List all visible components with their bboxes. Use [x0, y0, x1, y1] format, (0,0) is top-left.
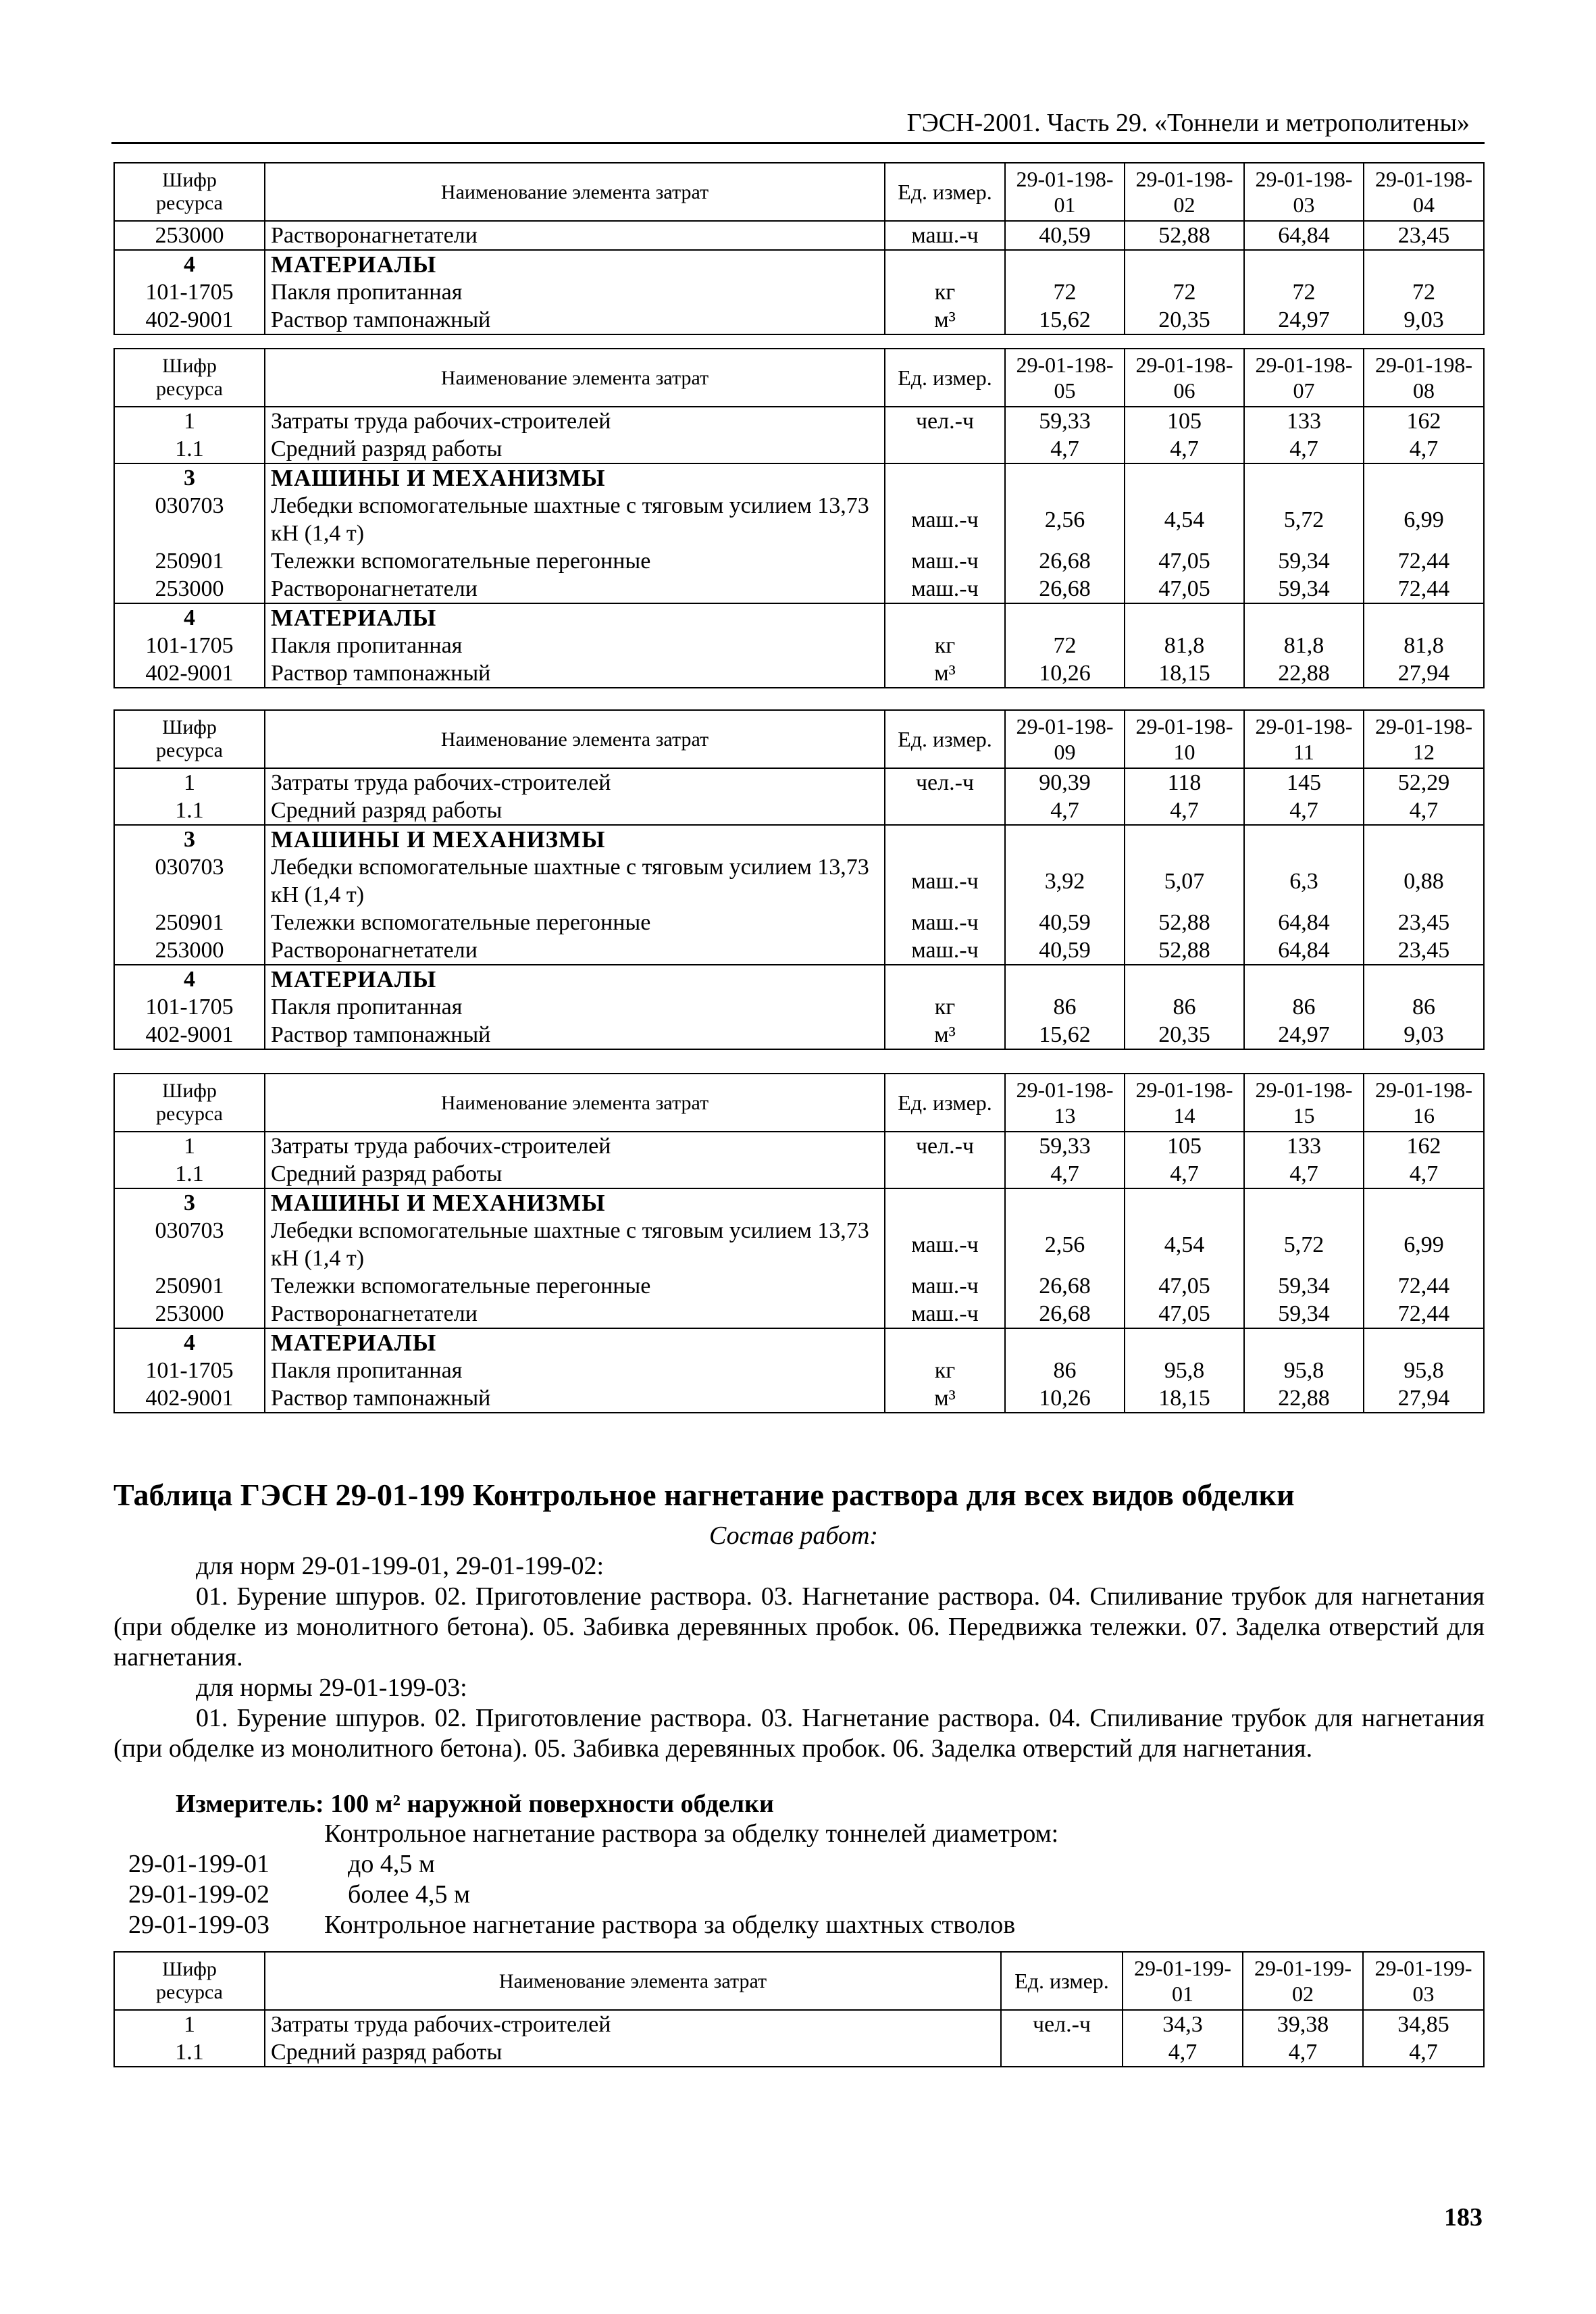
resource-value: 72	[1005, 632, 1125, 659]
header-norm-code: 29-01-198-12	[1364, 710, 1484, 768]
norm-item-code: 29-01-199-02	[128, 1880, 269, 1909]
table-row	[114, 407, 1484, 435]
resource-value: 20,35	[1125, 306, 1244, 334]
table-row	[114, 1328, 1484, 1357]
resource-value: 4,7	[1364, 435, 1484, 463]
resource-name: Затраты труда рабочих-строителей	[265, 2010, 1001, 2038]
table-header-row	[114, 349, 1484, 407]
resource-code: 253000	[114, 575, 265, 603]
resource-value: 22,88	[1244, 1384, 1364, 1413]
norm-item-text: Контрольное нагнетание раствора за обделку шахтных стволов	[324, 1911, 1016, 1939]
table-row	[114, 1357, 1484, 1384]
resource-value: 4,7	[1364, 1160, 1484, 1188]
table-row	[114, 575, 1484, 603]
header-code: Шифр ресурса	[114, 349, 265, 407]
header-norm-code: 29-01-198-15	[1244, 1074, 1364, 1132]
header-norm-code: 29-01-198-14	[1125, 1074, 1244, 1132]
header-norm-code: 29-01-198-16	[1364, 1074, 1484, 1132]
resource-unit: маш.-ч	[885, 909, 1005, 936]
header-code: Шифр ресурса	[114, 710, 265, 768]
header-unit: Ед. измер.	[1001, 1952, 1123, 2010]
resource-value: 47,05	[1125, 1272, 1244, 1300]
resource-value: 47,05	[1125, 547, 1244, 575]
resource-value: 27,94	[1364, 1384, 1484, 1413]
header-unit: Ед. измер.	[885, 349, 1005, 407]
resource-value: 40,59	[1005, 221, 1125, 250]
table-row	[114, 1272, 1484, 1300]
resource-value: 2,56	[1005, 492, 1125, 547]
table-row	[114, 1021, 1484, 1049]
resource-unit	[885, 797, 1005, 825]
resource-value: 9,03	[1364, 306, 1484, 334]
resource-value: 47,05	[1125, 575, 1244, 603]
resource-name: Средний разряд работы	[265, 2038, 1001, 2067]
header-name: Наименование элемента затрат	[265, 163, 885, 221]
resource-value: 4,7	[1363, 2038, 1484, 2067]
resource-unit: маш.-ч	[885, 936, 1005, 965]
resource-code: 3	[114, 463, 265, 492]
norm-table-198-01-04	[113, 162, 1485, 335]
header-norm-code: 29-01-198-11	[1244, 710, 1364, 768]
section-heading: МАШИНЫ И МЕХАНИЗМЫ	[265, 463, 885, 492]
resource-name: Раствор тампонажный	[265, 306, 885, 334]
resource-code: 250901	[114, 1272, 265, 1300]
table-row	[114, 2010, 1484, 2038]
resource-value: 133	[1244, 1132, 1364, 1160]
resource-name: Тележки вспомогательные перегонные	[265, 1272, 885, 1300]
resource-code: 253000	[114, 936, 265, 965]
resource-value: 86	[1005, 993, 1125, 1021]
resource-value: 81,8	[1125, 632, 1244, 659]
resource-value: 162	[1364, 1132, 1484, 1160]
resource-value: 26,68	[1005, 575, 1125, 603]
resource-unit: маш.-ч	[885, 492, 1005, 547]
resource-value: 10,26	[1005, 659, 1125, 688]
resource-value: 59,33	[1005, 1132, 1125, 1160]
norms-2-text: 01. Бурение шпуров. 02. Приготовление раствора. 03. Нагнетание раствора. 04. Спиливание трубок для нагнетания (при обделке из монолитного бетона). 05. Забивка деревянных пробок. 06. Заделка отверстий для нагнетания.	[113, 1704, 1485, 1763]
resource-name: Пакля пропитанная	[265, 1357, 885, 1384]
resource-unit: маш.-ч	[885, 853, 1005, 909]
header-rule	[111, 142, 1485, 144]
resource-value: 4,7	[1125, 1160, 1244, 1188]
resource-code: 402-9001	[114, 1384, 265, 1413]
table-row	[114, 797, 1484, 825]
header-norm-code: 29-01-198-07	[1244, 349, 1364, 407]
resource-unit: кг	[885, 1357, 1005, 1384]
resource-value: 4,7	[1125, 435, 1244, 463]
resource-code: 030703	[114, 1217, 265, 1272]
resource-unit: маш.-ч	[885, 1300, 1005, 1328]
header-name: Наименование элемента затрат	[265, 1952, 1001, 2010]
norm-subtitle: Контрольное нагнетание раствора за обделку тоннелей диаметром:	[324, 1819, 1059, 1848]
resource-value: 4,7	[1244, 1160, 1364, 1188]
resource-value: 86	[1244, 993, 1364, 1021]
norm-table-198-13-16	[113, 1073, 1485, 1413]
norm-item-text: до 4,5 м	[348, 1850, 435, 1878]
resource-unit	[885, 1160, 1005, 1188]
section-heading: МАТЕРИАЛЫ	[265, 603, 885, 632]
resource-value: 4,7	[1005, 435, 1125, 463]
resource-value: 81,8	[1244, 632, 1364, 659]
resource-name: Пакля пропитанная	[265, 993, 885, 1021]
section-heading: МАШИНЫ И МЕХАНИЗМЫ	[265, 1188, 885, 1217]
resource-code: 4	[114, 603, 265, 632]
resource-unit: маш.-ч	[885, 221, 1005, 250]
resource-value: 27,94	[1364, 659, 1484, 688]
resource-value: 72	[1125, 278, 1244, 306]
resource-code: 1	[114, 1132, 265, 1160]
resource-value: 72	[1244, 278, 1364, 306]
resource-value: 86	[1364, 993, 1484, 1021]
table-row	[114, 221, 1484, 250]
table-row	[114, 492, 1484, 547]
table-row	[114, 936, 1484, 965]
norm-item-code: 29-01-199-03	[128, 1911, 269, 1939]
header-name: Наименование элемента затрат	[265, 349, 885, 407]
resource-unit: маш.-ч	[885, 1217, 1005, 1272]
header-name: Наименование элемента затрат	[265, 710, 885, 768]
header-norm-code: 29-01-199-03	[1363, 1952, 1484, 2010]
section-heading: МАТЕРИАЛЫ	[265, 250, 885, 278]
resource-unit: кг	[885, 632, 1005, 659]
norm-item-text: более 4,5 м	[348, 1880, 471, 1909]
table-row	[114, 1160, 1484, 1188]
resource-value: 22,88	[1244, 659, 1364, 688]
header-unit: Ед. измер.	[885, 710, 1005, 768]
resource-value: 72,44	[1364, 1272, 1484, 1300]
section-heading: МАТЕРИАЛЫ	[265, 965, 885, 993]
resource-value: 4,7	[1123, 2038, 1243, 2067]
resource-code: 1	[114, 407, 265, 435]
resource-value: 40,59	[1005, 936, 1125, 965]
resource-value: 86	[1005, 1357, 1125, 1384]
resource-value: 23,45	[1364, 221, 1484, 250]
resource-value: 34,85	[1363, 2010, 1484, 2038]
page-number: 183	[1444, 2203, 1483, 2232]
resource-value: 64,84	[1244, 221, 1364, 250]
resource-code: 030703	[114, 853, 265, 909]
resource-code: 101-1705	[114, 993, 265, 1021]
resource-value: 90,39	[1005, 768, 1125, 797]
resource-value: 72,44	[1364, 547, 1484, 575]
resource-code: 1	[114, 768, 265, 797]
resource-value: 64,84	[1244, 909, 1364, 936]
resource-value: 18,15	[1125, 1384, 1244, 1413]
resource-value: 59,34	[1244, 1272, 1364, 1300]
resource-name: Растворонагнетатели	[265, 936, 885, 965]
resource-value: 59,33	[1005, 407, 1125, 435]
table-header-row	[114, 1952, 1484, 2010]
resource-code: 1.1	[114, 2038, 265, 2067]
resource-unit: кг	[885, 993, 1005, 1021]
table-row	[114, 435, 1484, 463]
table-header-row	[114, 710, 1484, 768]
resource-value: 59,34	[1244, 1300, 1364, 1328]
resource-value: 0,88	[1364, 853, 1484, 909]
resource-code: 250901	[114, 909, 265, 936]
resource-value: 4,54	[1125, 492, 1244, 547]
resource-code: 402-9001	[114, 306, 265, 334]
resource-value: 47,05	[1125, 1300, 1244, 1328]
resource-value: 4,7	[1243, 2038, 1363, 2067]
resource-value: 23,45	[1364, 936, 1484, 965]
resource-name: Пакля пропитанная	[265, 632, 885, 659]
section-heading: МАШИНЫ И МЕХАНИЗМЫ	[265, 825, 885, 853]
table-row	[114, 632, 1484, 659]
table-row	[114, 853, 1484, 909]
resource-value: 59,34	[1244, 575, 1364, 603]
table-row	[114, 463, 1484, 492]
resource-name: Растворонагнетатели	[265, 575, 885, 603]
table-row	[114, 1217, 1484, 1272]
resource-value: 4,7	[1244, 797, 1364, 825]
header-norm-code: 29-01-198-03	[1244, 163, 1364, 221]
resource-unit: чел.-ч	[885, 1132, 1005, 1160]
resource-value: 72	[1005, 278, 1125, 306]
resource-code: 101-1705	[114, 1357, 265, 1384]
resource-value: 5,72	[1244, 1217, 1364, 1272]
header-norm-code: 29-01-199-02	[1243, 1952, 1363, 2010]
resource-unit: м³	[885, 306, 1005, 334]
resource-value: 118	[1125, 768, 1244, 797]
header-norm-code: 29-01-198-05	[1005, 349, 1125, 407]
table-row	[114, 547, 1484, 575]
resource-value: 5,07	[1125, 853, 1244, 909]
header-norm-code: 29-01-198-04	[1364, 163, 1484, 221]
resource-unit: чел.-ч	[885, 407, 1005, 435]
resource-value: 9,03	[1364, 1021, 1484, 1049]
resource-value: 72	[1364, 278, 1484, 306]
resource-name: Растворонагнетатели	[265, 221, 885, 250]
header-norm-code: 29-01-198-08	[1364, 349, 1484, 407]
section-title: Таблица ГЭСН 29-01-199 Контрольное нагнетание раствора для всех видов обделки	[113, 1478, 1295, 1512]
resource-value: 81,8	[1364, 632, 1484, 659]
resource-value: 26,68	[1005, 1300, 1125, 1328]
resource-unit: м³	[885, 1021, 1005, 1049]
resource-value: 10,26	[1005, 1384, 1125, 1413]
resource-name: Раствор тампонажный	[265, 1384, 885, 1413]
resource-value: 95,8	[1244, 1357, 1364, 1384]
resource-code: 4	[114, 250, 265, 278]
resource-name: Средний разряд работы	[265, 797, 885, 825]
norm-table-198-05-08	[113, 348, 1485, 688]
resource-value: 34,3	[1123, 2010, 1243, 2038]
header-norm-code: 29-01-198-09	[1005, 710, 1125, 768]
table-row	[114, 306, 1484, 334]
resource-code: 3	[114, 825, 265, 853]
table-row	[114, 1188, 1484, 1217]
resource-code: 4	[114, 965, 265, 993]
table-row	[114, 768, 1484, 797]
resource-name: Тележки вспомогательные перегонные	[265, 909, 885, 936]
header-norm-code: 29-01-198-10	[1125, 710, 1244, 768]
resource-name: Тележки вспомогательные перегонные	[265, 547, 885, 575]
table-row	[114, 659, 1484, 688]
resource-value: 145	[1244, 768, 1364, 797]
table-row	[114, 2038, 1484, 2067]
resource-unit	[885, 435, 1005, 463]
resource-name: Раствор тампонажный	[265, 1021, 885, 1049]
resource-name: Средний разряд работы	[265, 1160, 885, 1188]
header-name: Наименование элемента затрат	[265, 1074, 885, 1132]
resource-value: 72,44	[1364, 575, 1484, 603]
resource-name: Растворонагнетатели	[265, 1300, 885, 1328]
table-row	[114, 965, 1484, 993]
header-norm-code: 29-01-198-13	[1005, 1074, 1125, 1132]
table-row	[114, 1132, 1484, 1160]
resource-value: 26,68	[1005, 1272, 1125, 1300]
header-norm-code: 29-01-199-01	[1123, 1952, 1243, 2010]
resource-unit: маш.-ч	[885, 1272, 1005, 1300]
resource-name: Средний разряд работы	[265, 435, 885, 463]
resource-value: 59,34	[1244, 547, 1364, 575]
resource-unit: чел.-ч	[885, 768, 1005, 797]
resource-code: 402-9001	[114, 1021, 265, 1049]
table-row	[114, 278, 1484, 306]
resource-unit: чел.-ч	[1001, 2010, 1123, 2038]
resource-value: 133	[1244, 407, 1364, 435]
resource-value: 26,68	[1005, 547, 1125, 575]
resource-value: 40,59	[1005, 909, 1125, 936]
header-unit: Ед. измер.	[885, 1074, 1005, 1132]
work-composition-label: Состав работ:	[709, 1521, 879, 1550]
resource-value: 86	[1125, 993, 1244, 1021]
resource-value: 162	[1364, 407, 1484, 435]
resource-name: Затраты труда рабочих-строителей	[265, 1132, 885, 1160]
table-row	[114, 993, 1484, 1021]
resource-code: 1.1	[114, 435, 265, 463]
resource-name: Пакля пропитанная	[265, 278, 885, 306]
resource-unit: м³	[885, 659, 1005, 688]
resource-value: 4,7	[1125, 797, 1244, 825]
resource-name: Затраты труда рабочих-строителей	[265, 407, 885, 435]
header-code: Шифр ресурса	[114, 163, 265, 221]
resource-code: 101-1705	[114, 278, 265, 306]
resource-value: 4,7	[1364, 797, 1484, 825]
norm-table-198-09-12	[113, 709, 1485, 1050]
resource-code: 253000	[114, 1300, 265, 1328]
table-row	[114, 825, 1484, 853]
resource-name: Затраты труда рабочих-строителей	[265, 768, 885, 797]
resource-value: 24,97	[1244, 1021, 1364, 1049]
resource-value: 4,7	[1005, 1160, 1125, 1188]
resource-unit: маш.-ч	[885, 575, 1005, 603]
resource-name: Лебедки вспомогательные шахтные с тяговым усилием 13,73 кН (1,4 т)	[265, 853, 885, 909]
table-header-row	[114, 1074, 1484, 1132]
resource-name: Лебедки вспомогательные шахтные с тяговым усилием 13,73 кН (1,4 т)	[265, 492, 885, 547]
resource-value: 2,56	[1005, 1217, 1125, 1272]
resource-value: 105	[1125, 1132, 1244, 1160]
resource-value: 4,7	[1244, 435, 1364, 463]
resource-name: Лебедки вспомогательные шахтные с тяговым усилием 13,73 кН (1,4 т)	[265, 1217, 885, 1272]
resource-value: 6,3	[1244, 853, 1364, 909]
table-row	[114, 250, 1484, 278]
resource-value: 95,8	[1364, 1357, 1484, 1384]
resource-value: 23,45	[1364, 909, 1484, 936]
header-unit: Ед. измер.	[885, 163, 1005, 221]
resource-value: 6,99	[1364, 1217, 1484, 1272]
resource-value: 24,97	[1244, 306, 1364, 334]
resource-unit: кг	[885, 278, 1005, 306]
resource-value: 52,88	[1125, 909, 1244, 936]
norms-2-label: для нормы 29-01-199-03:	[196, 1674, 467, 1702]
resource-code: 4	[114, 1328, 265, 1357]
resource-code: 1.1	[114, 1160, 265, 1188]
resource-code: 1	[114, 2010, 265, 2038]
resource-value: 4,54	[1125, 1217, 1244, 1272]
resource-code: 101-1705	[114, 632, 265, 659]
resource-value: 18,15	[1125, 659, 1244, 688]
measure-unit: Измеритель: 100 м² наружной поверхности обделки	[176, 1790, 774, 1818]
resource-code: 402-9001	[114, 659, 265, 688]
resource-code: 250901	[114, 547, 265, 575]
resource-value: 72,44	[1364, 1300, 1484, 1328]
table-row	[114, 1384, 1484, 1413]
header-norm-code: 29-01-198-06	[1125, 349, 1244, 407]
resource-value: 6,99	[1364, 492, 1484, 547]
section-heading: МАТЕРИАЛЫ	[265, 1328, 885, 1357]
resource-value: 15,62	[1005, 306, 1125, 334]
resource-unit: маш.-ч	[885, 547, 1005, 575]
table-row	[114, 1300, 1484, 1328]
resource-code: 253000	[114, 221, 265, 250]
header-code: Шифр ресурса	[114, 1074, 265, 1132]
resource-value: 20,35	[1125, 1021, 1244, 1049]
running-header: ГЭСН-2001. Часть 29. «Тоннели и метрополитены»	[906, 109, 1470, 137]
resource-value: 5,72	[1244, 492, 1364, 547]
norm-table-199	[113, 1951, 1485, 2067]
resource-code: 3	[114, 1188, 265, 1217]
header-code: Шифр ресурса	[114, 1952, 265, 2010]
resource-value: 52,88	[1125, 221, 1244, 250]
resource-value: 39,38	[1243, 2010, 1363, 2038]
resource-code: 030703	[114, 492, 265, 547]
resource-value: 64,84	[1244, 936, 1364, 965]
resource-value: 15,62	[1005, 1021, 1125, 1049]
resource-value: 52,29	[1364, 768, 1484, 797]
table-row	[114, 909, 1484, 936]
norms-1-label: для норм 29-01-199-01, 29-01-199-02:	[196, 1552, 604, 1580]
resource-value: 95,8	[1125, 1357, 1244, 1384]
resource-value: 52,88	[1125, 936, 1244, 965]
resource-name: Раствор тампонажный	[265, 659, 885, 688]
resource-unit: м³	[885, 1384, 1005, 1413]
norm-item-code: 29-01-199-01	[128, 1850, 269, 1878]
resource-value: 3,92	[1005, 853, 1125, 909]
table-header-row	[114, 163, 1484, 221]
resource-value: 105	[1125, 407, 1244, 435]
resource-code: 1.1	[114, 797, 265, 825]
resource-value: 4,7	[1005, 797, 1125, 825]
resource-unit	[1001, 2038, 1123, 2067]
header-norm-code: 29-01-198-02	[1125, 163, 1244, 221]
header-norm-code: 29-01-198-01	[1005, 163, 1125, 221]
table-row	[114, 603, 1484, 632]
norms-1-text: 01. Бурение шпуров. 02. Приготовление раствора. 03. Нагнетание раствора. 04. Спиливание трубок для нагнетания (при обделке из монолитного бетона). 05. Забивка деревянных пробок. 06. Передвижка тележки. 07. Заделка отверстий для нагнетания.	[113, 1582, 1485, 1671]
